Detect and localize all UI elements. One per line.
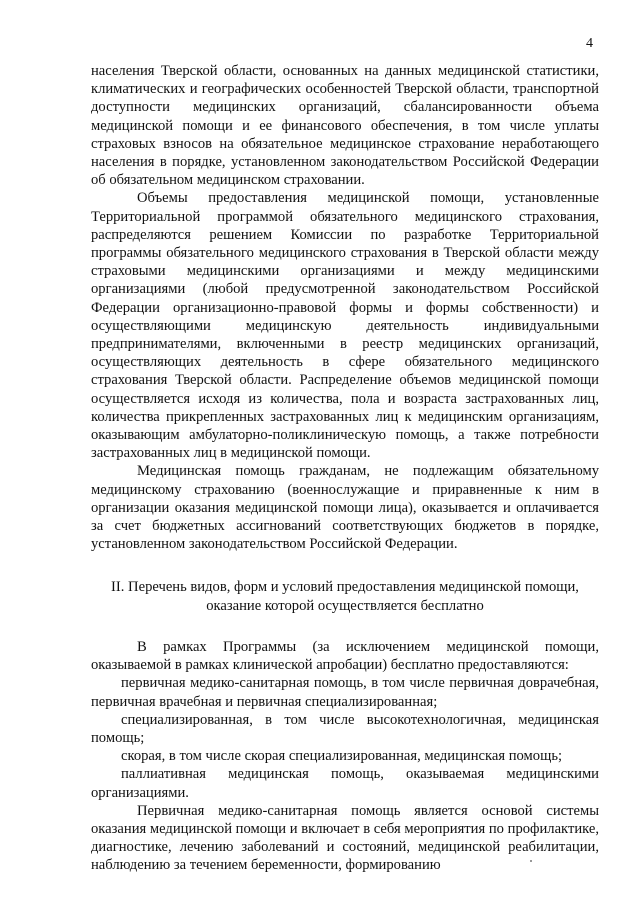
paragraph-uninsured-care: Медицинская помощь гражданам, не подлежащим обязательному медицинскому страхованию (военнослужащие и приравненные к ним в организации оказания медицинской помощи лица), оказывается и оплачивается за счет бюджетных ассигнований соответствующих бюджетов в порядке, установленном законодательством Российской Федерации. <box>91 463 599 553</box>
scan-speck <box>530 860 532 862</box>
document-body <box>91 62 599 875</box>
list-item-palliative-care: паллиативная медицинская помощь, оказываемая медицинскими организациями. <box>91 766 599 801</box>
section-heading <box>91 578 599 614</box>
paragraph-continuation: населения Тверской области, основанных на данных медицинской статистики, климатических и географических особенностей Тверской области, транспортной доступности медицинских организаций, сбалансированности объема медицинской помощи и ее финансового обеспечения, в том числе уплаты страховых взносов на обязательное медицинское страхование неработающего населения в порядке, установленном законодательством Российской Федерации об обязательном медицинском страховании. <box>91 63 599 189</box>
list-item-primary-care: первичная медико-санитарная помощь, в том числе первичная доврачебная, первичная врачебная и первичная специализированная; <box>91 675 599 710</box>
paragraph-primary-care-description: Первичная медико-санитарная помощь является основой системы оказания медицинской помощи и включает в себя мероприятия по профилактике, диагностике, лечению заболеваний и состояний, медицинской реабилитации, наблюдению за течением беременности, формированию <box>91 802 599 874</box>
page-number: 4 <box>586 36 593 51</box>
list-item-emergency-care: скорая, в том числе скорая специализированная, медицинская помощь; <box>121 748 563 765</box>
paragraph-program-intro: В рамках Программы (за исключением медицинской помощи, оказываемой в рамках клинической апробации) бесплатно предоставляются: <box>91 638 599 674</box>
paragraph-volumes-distribution: Объемы предоставления медицинской помощи, установленные Территориальной программой обязательного медицинского страхования, распределяются решением Комиссии по разработке Территориальной программы обязательного медицинского страхования в Тверской области между страховыми медицинскими организациями и между медицинскими организациями (любой предусмотренной законодательством Российской Федерации организационно-правовой формы и формы собственности) и осуществляющими медицинскую деятельность индивидуальными предпринимателями, включенными в реестр медицинских организаций, осуществляющих деятельность в сфере обязательного медицинского страхования Тверской области. Распределение объемов медицинской помощи осуществляется исходя из количества, пола и возраста застрахованных лиц, количества прикрепленных застрахованных лиц к медицинским организациям, оказывающим амбулаторно-поликлиническую помощь, а также потребности застрахованных лиц в медицинской помощи. <box>91 190 599 462</box>
list-item-specialized-care: специализированная, в том числе высокотехнологичная, медицинская помощь; <box>91 711 599 746</box>
section-heading-line-1: II. Перечень видов, форм и условий предоставления медицинской помощи, <box>111 579 579 596</box>
section-heading-line-2: оказание которой осуществляется бесплатно <box>206 597 484 614</box>
